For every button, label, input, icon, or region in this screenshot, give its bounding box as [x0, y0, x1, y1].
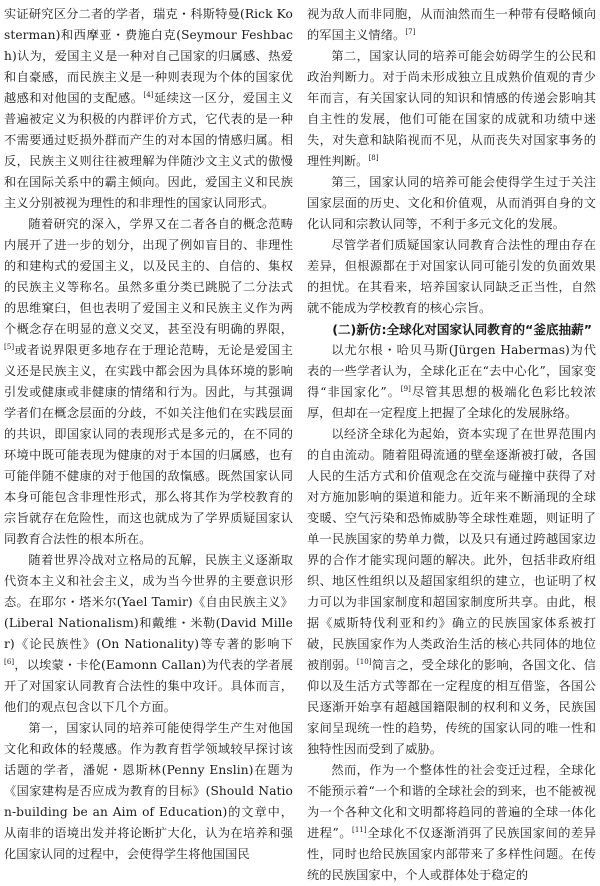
citation-ref: [8] [368, 153, 379, 162]
section-heading: (二)新仿:全球化对国家认同教育的“釜底抽薪” [332, 322, 592, 337]
two-column-layout [4, 4, 596, 886]
paragraph-text-continued: 尽管其思想的极端化色彩比较浓厚，但却在一定程度上把握了全球化的发展脉络。 [307, 385, 596, 420]
paragraph-text: 随着世界冷战对立格局的瓦解，民族主义逐渐取代资本主义和社会主义，成为当今世界的主要意识形态。在耶尔・塔米尔(Yael Tamir)《自由民族主义》(Liberal Nationalism)和戴维・米勒(David Miller)《论民族性》(On Nationality)等专著的影响下 [4, 553, 293, 651]
paragraph-text-continued: 或者说界限更多地存在于理论范畴，无论是爱国主义还是民族主义，在实践中都会因为具体环境的影响引发或健康或非健康的情绪和行为。因此，与其强调学者们在概念层面的分歧，不如关注他们在实践层面的共识，即国家认同的表现形式是多元的，在不同的环境中既可能表现为健康的对于本国的归属感，也有可能伴随不健康的对于他国的敌愾感。既然国家认同本身可能包含非理性形式，那么将其作为学校教育的宗旨就存在危险性，而这也就成为了学界质疑国家认同教育合法性的根本所在。 [4, 343, 293, 546]
body-paragraph [4, 214, 293, 550]
body-paragraph [4, 550, 293, 718]
paragraph-text: 第三，国家认同的培养可能会使得学生过于关注国家层面的历史、文化和价值观，从而消弭自身的文化认同和宗教认同等，不利于多元文化的发展。 [307, 175, 596, 231]
paragraph-text: 然而，作为一个整体性的社会变迁过程，全球化不能预示着“一个和谐的全球社会的到来，也不能被视为一个各种文化和文明都将趋同的普遍的全球一体化进程”。 [307, 763, 596, 840]
paragraph-text-continued: 延续这一区分，爱国主义普遍被定义为积极的内群评价方式，它代表的是一种不需要通过贬损外群而产生的对本国的情感归属。相反，民族主义则往往被理解为伴随沙文主义式的傲慢和在国际关系中的霸主倾向。因此，爱国主义和民族主义分别被视为理性的和非理性的国家认同形式。 [4, 91, 293, 210]
paragraph-text: 随着研究的深入，学界又在二者各自的概念范畴内展开了进一步的划分，出现了例如盲目的、非理性的和建构式的爱国主义，以及民主的、自信的、集权的民族主义等称名。虽然多重分类已跳脱了二分法式的思维窠臼，但也表明了爱国主义和民族主义作为两个概念存在明显的意义交叉，甚至没有明确的界限， [4, 217, 293, 336]
citation-ref: [11] [351, 825, 367, 834]
body-paragraph [307, 46, 596, 172]
paragraph-text-continued: ，以埃蒙・卡伦(Eamonn Callan)为代表的学者展开了对国家认同教育合法性的集中攻讦。具体而言，他们的观点包含以下几个方面。 [4, 658, 293, 714]
paragraph-text-continued: 全球化不仅逐渐消弭了民族国家间的差异性，同时也给民族国家内部带来了多样性问题。在传统的民族国家中，个人或群体处于稳定的 [307, 826, 596, 882]
citation-ref: [4] [143, 90, 154, 99]
paragraph-text: 视为敌人而非同胞，从而油然而生一种带有侵略倾向的军国主义情绪。 [307, 7, 596, 42]
citation-ref: [7] [405, 27, 416, 36]
paragraph-text-continued: 简言之，受全球化的影响，各国文化、信仰以及生活方式等都在一定程度的相互借鉴，各国公民逐渐开始享有超越国籍限制的权利和义务，民族国家间呈现统一性的趋势，传统的国家认同的唯一性和独特性因而受到了威胁。 [307, 658, 596, 756]
paragraph-text: 以经济全球化为起始，资本实现了在世界范围内的自由流动。随着阻碍流通的壁垒逐渐被打破，各国人民的生活方式和价值观念在交流与碰撞中获得了对对方施加影响的渠道和能力。近年来不断涌现的全球变暖、空气污染和恐怖威胁等全球性难题，则证明了单一民族国家的势单力微，以及只有通过跨越国家边界的合作才能实现问题的解决。此外，包括非政府组织、地区性组织以及超国家组织的建立，也证明了权力可以为非国家制度和超国家制度所共享。由此，根据《威斯特伐利亚和约》确立的民族国家体系被打破，民族国家作为人类政治生活的核心共同体的地位被削弱。 [307, 427, 596, 672]
paragraph-text: 第二，国家认同的培养可能会妨碍学生的公民和政治判断力。对于尚未形成独立且成熟价值观的青少年而言，有关国家认同的知识和情感的传递会影响其自主性的发展，他们可能在国家的成就和功绩中迷失，对失意和缺陷视而不见，从而丧失对国家事务的理性判断。 [307, 49, 596, 168]
citation-ref: [5] [4, 342, 15, 351]
paragraph-text: 尽管学者们质疑国家认同教育合法性的理由存在差异，但根源都在于对国家认同可能引发的负面效果的担忧。在其看来，培养国家认同缺乏正当性，自然就不能成为学校教育的核心宗旨。 [307, 238, 596, 315]
body-paragraph [307, 172, 596, 235]
right-column [307, 4, 596, 886]
body-paragraph [307, 424, 596, 760]
body-paragraph [307, 4, 596, 46]
paragraph-text: 以尤尔根・哈贝马斯(Jürgen Habermas)为代表的一些学者认为，全球化正在“去中心化”，国家变得“非国家化”。 [307, 343, 596, 399]
citation-ref: [10] [356, 657, 372, 666]
body-paragraph [307, 340, 596, 424]
citation-ref: [9] [400, 384, 412, 393]
paragraph-text: 第一，国家认同的培养可能使得学生产生对他国文化和政体的轻蔑感。作为教育哲学领域较早探讨该话题的学者，潘妮・恩斯林(Penny Enslin)在题为《国家建构是否应成为教育的目标》(Should Nation-building be an Aim of Education)的文章中，从南非的语境出发并将论断扩大化，认为在培养和强化国家认同的过程中，会使得学生将他国国民 [4, 721, 293, 861]
citation-ref: [6] [4, 657, 15, 666]
paragraph-text: 实证研究区分二者的学者，瑞克・科斯特曼(Rick Kosterman)和西摩亚・费施白克(Seymour Feshbach)认为，爱国主义是一种对自己国家的归属感、热爱和自豪感，而民族主义是一种则表现为个体的国家优越感和对他国的支配感。 [4, 7, 293, 105]
body-paragraph [4, 4, 293, 214]
body-paragraph [307, 235, 596, 319]
left-column [4, 4, 293, 886]
body-paragraph [307, 760, 596, 886]
